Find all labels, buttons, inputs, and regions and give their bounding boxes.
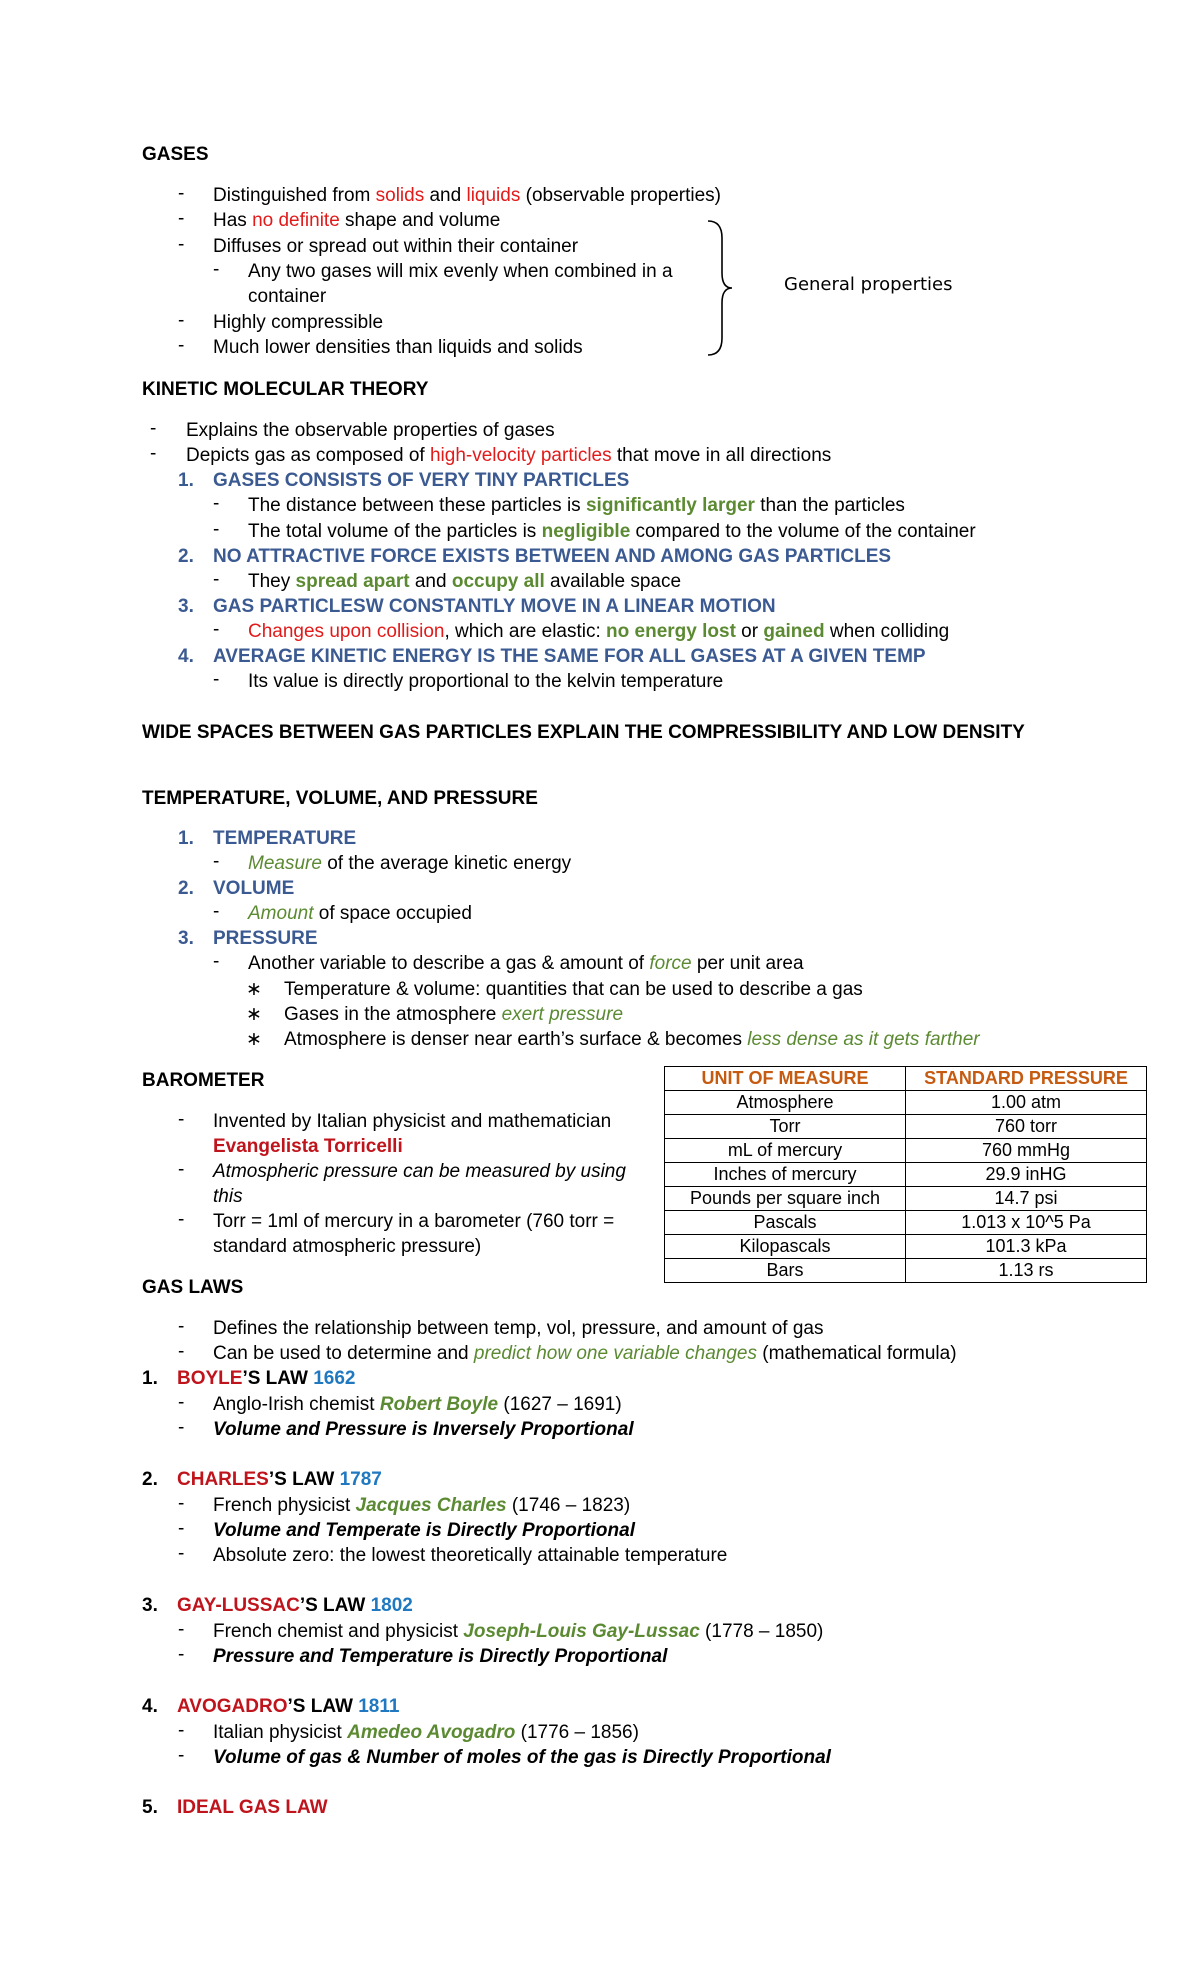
gay-line-b: Pressure and Temperature is Directly Proportional xyxy=(213,1646,668,1667)
table-cell: Atmosphere xyxy=(665,1091,906,1115)
num-2: 2. xyxy=(178,546,194,567)
bullet-dash: - xyxy=(213,951,220,972)
law-number: 1. xyxy=(142,1368,158,1389)
table-cell: Pounds per square inch xyxy=(665,1187,906,1211)
kmt-line-2: Depicts gas as composed of high-velocity particles that move in all directions xyxy=(186,445,832,466)
kmt-point-4a: Its value is directly proportional to the kelvin temperature xyxy=(248,671,724,692)
bullet-dash: - xyxy=(178,208,185,229)
bullet-dash: - xyxy=(178,335,185,356)
table-cell: Bars xyxy=(665,1259,906,1283)
gases-line-6: Much lower densities than liquids and solids xyxy=(213,337,583,358)
law-number: 3. xyxy=(142,1595,158,1616)
barometer-line-2b: this xyxy=(213,1186,243,1207)
star-bullet: ∗ xyxy=(246,979,262,1000)
star-bullet: ∗ xyxy=(246,1004,262,1025)
table-cell: Kilopascals xyxy=(665,1235,906,1259)
avo-line-b: Volume of gas & Number of moles of the gas is Directly Proportional xyxy=(213,1747,831,1768)
barometer-heading: BAROMETER xyxy=(142,1070,265,1091)
avo-line-a: Italian physicist Amedeo Avogadro (1776 – 1856) xyxy=(213,1722,639,1743)
bullet-dash: - xyxy=(213,851,220,872)
charles-line-c: Absolute zero: the lowest theoretically attainable temperature xyxy=(213,1545,728,1566)
star-bullet: ∗ xyxy=(246,1029,262,1050)
table-cell: 14.7 psi xyxy=(906,1187,1147,1211)
table-header-row xyxy=(665,1067,1147,1091)
kmt-heading: KINETIC MOLECULAR THEORY xyxy=(142,379,429,400)
torricelli-name: Evangelista Torricelli xyxy=(213,1136,403,1157)
gases-line-2: Has no definite shape and volume xyxy=(213,210,501,231)
bullet-dash: - xyxy=(213,669,220,690)
bullet-dash: - xyxy=(178,1745,185,1766)
table-cell: Inches of mercury xyxy=(665,1163,906,1187)
bullet-dash: - xyxy=(150,443,157,464)
bullet-dash: - xyxy=(178,1209,185,1230)
law-number: 4. xyxy=(142,1696,158,1717)
table-cell: Torr xyxy=(665,1115,906,1139)
kmt-point-3: GAS PARTICLESW CONSTANTLY MOVE IN A LINEAR MOTION xyxy=(213,596,776,617)
boyles-law-title: BOYLE’S LAW 1662 xyxy=(177,1368,356,1389)
table-header: UNIT OF MEASURE xyxy=(665,1067,906,1091)
bullet-dash: - xyxy=(178,1341,185,1362)
charles-law-title: CHARLES’S LAW 1787 xyxy=(177,1469,382,1490)
tvp-pressure-def: Another variable to describe a gas & amount of force per unit area xyxy=(248,953,804,974)
table-cell: 1.00 atm xyxy=(906,1091,1147,1115)
law-number: 2. xyxy=(142,1469,158,1490)
gases-line-4b: container xyxy=(248,286,327,307)
table-cell: 1.013 x 10^5 Pa xyxy=(906,1211,1147,1235)
pressure-units-table xyxy=(664,1066,1147,1283)
gas-laws-line-1: Defines the relationship between temp, vol, pressure, and amount of gas xyxy=(213,1318,824,1339)
bullet-dash: - xyxy=(178,1619,185,1640)
gases-line-5: Highly compressible xyxy=(213,312,384,333)
boyle-line-b: Volume and Pressure is Inversely Proportional xyxy=(213,1419,634,1440)
gay-line-a: French chemist and physicist Joseph-Louis Gay-Lussac (1778 – 1850) xyxy=(213,1621,824,1642)
bullet-dash: - xyxy=(178,1109,185,1130)
table-row xyxy=(665,1259,1147,1283)
tvp-temperature-def: Measure of the average kinetic energy xyxy=(248,853,572,874)
table-row xyxy=(665,1211,1147,1235)
num-1: 1. xyxy=(178,470,194,491)
table-row xyxy=(665,1139,1147,1163)
bullet-dash: - xyxy=(178,183,185,204)
bullet-dash: - xyxy=(178,1644,185,1665)
kmt-line-1: Explains the observable properties of gases xyxy=(186,420,555,441)
tvp-sub-2: Gases in the atmosphere exert pressure xyxy=(284,1004,624,1025)
table-cell: mL of mercury xyxy=(665,1139,906,1163)
gas-laws-heading: GAS LAWS xyxy=(142,1277,244,1298)
kmt-point-1: GASES CONSISTS OF VERY TINY PARTICLES xyxy=(213,470,630,491)
bullet-dash: - xyxy=(213,569,220,590)
tvp-volume: VOLUME xyxy=(213,878,295,899)
barometer-line-1a: Invented by Italian physicist and mathematician xyxy=(213,1111,612,1132)
bullet-dash: - xyxy=(178,1417,185,1438)
tvp-volume-def: Amount of space occupied xyxy=(248,903,472,924)
tvp-temperature: TEMPERATURE xyxy=(213,828,357,849)
table-row xyxy=(665,1163,1147,1187)
kmt-point-4: AVERAGE KINETIC ENERGY IS THE SAME FOR ALL GASES AT A GIVEN TEMP xyxy=(213,646,926,667)
ideal-gas-law-title: IDEAL GAS LAW xyxy=(177,1797,328,1818)
bullet-dash: - xyxy=(213,493,220,514)
boyle-line-a: Anglo-Irish chemist Robert Boyle (1627 – 1691) xyxy=(213,1394,622,1415)
table-cell: 29.9 inHG xyxy=(906,1163,1147,1187)
bullet-dash: - xyxy=(178,234,185,255)
bullet-dash: - xyxy=(213,901,220,922)
table-row xyxy=(665,1235,1147,1259)
num-2: 2. xyxy=(178,878,194,899)
kmt-point-3a: Changes upon collision, which are elastic: no energy lost or gained when colliding xyxy=(248,621,950,642)
bullet-dash: - xyxy=(178,1720,185,1741)
tvp-sub-3: Atmosphere is denser near earth’s surface & becomes less dense as it gets farther xyxy=(284,1029,980,1050)
tvp-heading: TEMPERATURE, VOLUME, AND PRESSURE xyxy=(142,788,538,809)
table-cell: 760 torr xyxy=(906,1115,1147,1139)
bullet-dash: - xyxy=(178,310,185,331)
gay-lussac-law-title: GAY-LUSSAC’S LAW 1802 xyxy=(177,1595,413,1616)
num-1: 1. xyxy=(178,828,194,849)
barometer-line-3a: Torr = 1ml of mercury in a barometer (760 torr = xyxy=(213,1211,615,1232)
gases-line-4a: Any two gases will mix evenly when combined in a xyxy=(248,261,673,282)
charles-line-a: French physicist Jacques Charles (1746 – 1823) xyxy=(213,1495,631,1516)
table-cell: 760 mmHg xyxy=(906,1139,1147,1163)
gases-line-3: Diffuses or spread out within their container xyxy=(213,236,579,257)
tvp-sub-1: Temperature & volume: quantities that can be used to describe a gas xyxy=(284,979,863,1000)
gas-laws-line-2: Can be used to determine and predict how one variable changes (mathematical formula) xyxy=(213,1343,957,1364)
tvp-pressure: PRESSURE xyxy=(213,928,318,949)
bullet-dash: - xyxy=(213,259,220,280)
gases-heading: GASES xyxy=(142,144,209,165)
bullet-dash: - xyxy=(178,1493,185,1514)
general-properties-note: General properties xyxy=(784,274,953,295)
kmt-point-2: NO ATTRACTIVE FORCE EXISTS BETWEEN AND AMONG GAS PARTICLES xyxy=(213,546,892,567)
table-row xyxy=(665,1091,1147,1115)
bullet-dash: - xyxy=(178,1159,185,1180)
curly-brace xyxy=(700,218,740,358)
table-cell: 1.13 rs xyxy=(906,1259,1147,1283)
bullet-dash: - xyxy=(150,418,157,439)
kmt-point-1a: The distance between these particles is significantly larger than the particles xyxy=(248,495,905,516)
bullet-dash: - xyxy=(178,1392,185,1413)
table-header: STANDARD PRESSURE xyxy=(906,1067,1147,1091)
avogadro-law-title: AVOGADRO’S LAW 1811 xyxy=(177,1696,400,1717)
charles-line-b: Volume and Temperate is Directly Proportional xyxy=(213,1520,635,1541)
num-3: 3. xyxy=(178,928,194,949)
bullet-dash: - xyxy=(178,1543,185,1564)
table-row xyxy=(665,1187,1147,1211)
bullet-dash: - xyxy=(178,1518,185,1539)
table-cell: 101.3 kPa xyxy=(906,1235,1147,1259)
bullet-dash: - xyxy=(213,519,220,540)
table-cell: Pascals xyxy=(665,1211,906,1235)
num-4: 4. xyxy=(178,646,194,667)
bullet-dash: - xyxy=(213,619,220,640)
kmt-point-2a: They spread apart and occupy all available space xyxy=(248,571,682,592)
wide-spaces-statement: WIDE SPACES BETWEEN GAS PARTICLES EXPLAIN THE COMPRESSIBILITY AND LOW DENSITY xyxy=(142,722,1025,743)
gases-line-1: Distinguished from solids and liquids (observable properties) xyxy=(213,185,721,206)
kmt-point-1b: The total volume of the particles is negligible compared to the volume of the container xyxy=(248,521,976,542)
barometer-line-3b: standard atmospheric pressure) xyxy=(213,1236,482,1257)
num-3: 3. xyxy=(178,596,194,617)
bullet-dash: - xyxy=(178,1316,185,1337)
barometer-line-2a: Atmospheric pressure can be measured by using xyxy=(213,1161,626,1182)
table-row xyxy=(665,1115,1147,1139)
law-number: 5. xyxy=(142,1797,158,1818)
